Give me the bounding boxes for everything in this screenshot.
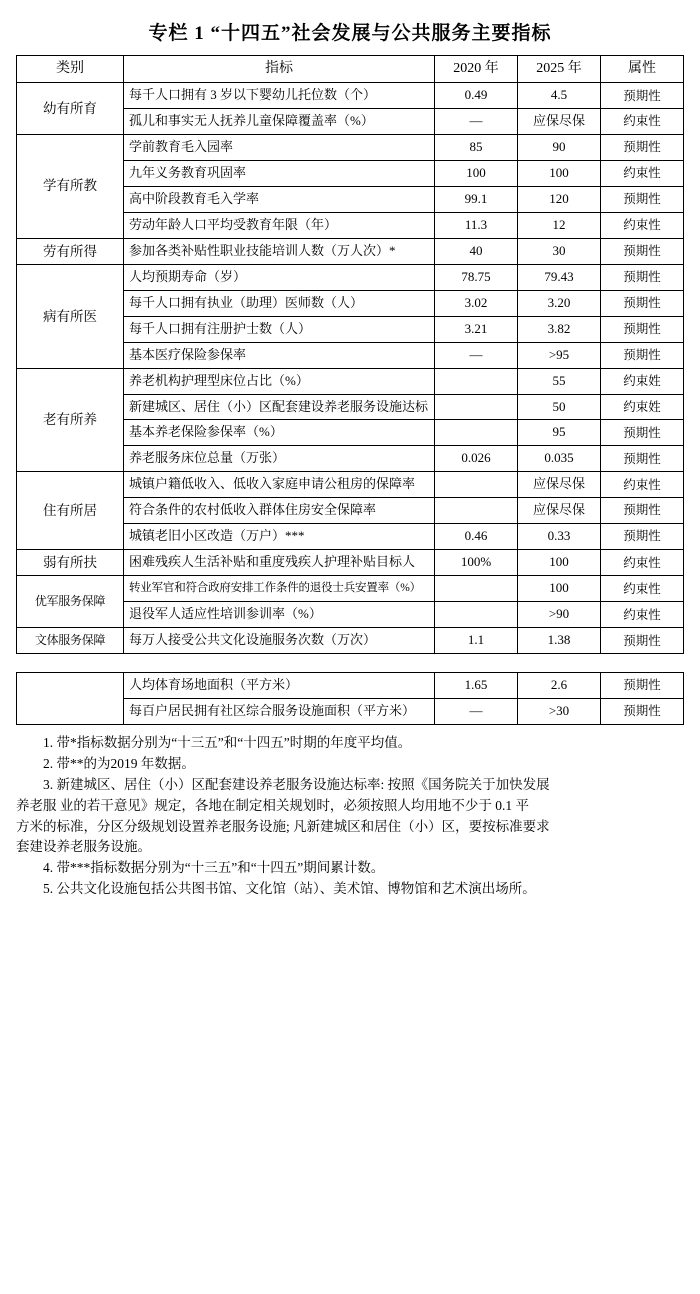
note-line: 4. 带***指标数据分别为“十三五”和“十四五”期间累计数。 [43,860,385,876]
table-row [17,549,684,576]
value-2020-cell [435,368,518,394]
table-row [17,83,684,109]
indicator-cell: 新建城区、居住（小）区配套建设养老服务设施达标 [124,394,435,420]
indicator-cell: 人均体育场地面积（平方米） [124,673,435,699]
note-line: 2. 带**的为2019 年数据。 [43,755,195,771]
note-line: 5. 公共文化设施包括公共图书馆、文化馆（站）、美术馆、博物馆和艺术演出场所。 [43,881,536,897]
value-2020-cell: 100 [435,160,518,186]
value-2025-cell: 100 [518,160,601,186]
attribute-cell: 预期性 [601,186,684,212]
value-2020-cell: 0.46 [435,523,518,549]
attribute-cell: 预期性 [601,628,684,654]
value-2020-cell [435,602,518,628]
table-row [17,673,684,699]
table-row [17,265,684,291]
attribute-cell: 约束性 [601,109,684,135]
page-title: 专栏 1 “十四五”社会发展与公共服务主要指标 [148,23,552,44]
attribute-cell: 约束性 [601,472,684,498]
indicators-table [16,55,684,725]
table-row [17,238,684,265]
value-2025-cell: >30 [518,698,601,724]
category-cell [17,673,124,725]
column-header-category: 类别 [17,56,124,83]
value-2020-cell: 85 [435,134,518,160]
attribute-cell: 预期性 [601,290,684,316]
table-header-row [17,56,684,83]
value-2025-cell: 0.33 [518,523,601,549]
value-2025-cell: 120 [518,186,601,212]
category-cell: 学有所教 [17,134,124,238]
note-line: 3. 新建城区、居住（小）区配套建设养老服务设施达标率: 按照《国务院关于加快发展 [43,776,550,792]
table-notes [16,733,684,900]
indicator-cell: 人均预期寿命（岁） [124,265,435,291]
value-2025-cell: 50 [518,394,601,420]
attribute-cell: 预期性 [601,83,684,109]
value-2025-cell: 30 [518,238,601,265]
value-2020-cell: — [435,342,518,368]
attribute-cell: 约束性 [601,549,684,576]
category-cell: 幼有所育 [17,83,124,135]
category-cell: 文体服务保障 [17,628,124,654]
attribute-cell: 预期性 [601,420,684,446]
category-cell: 优军服务保障 [17,576,124,628]
attribute-cell: 约束性 [601,212,684,238]
value-2025-cell: >95 [518,342,601,368]
value-2025-cell: 100 [518,576,601,602]
category-cell: 弱有所扶 [17,549,124,576]
value-2025-cell: 55 [518,368,601,394]
value-2020-cell: 100% [435,549,518,576]
category-cell: 病有所医 [17,265,124,369]
column-header-2020: 2020 年 [435,56,518,83]
indicator-cell: 基本医疗保险参保率 [124,342,435,368]
indicator-cell: 每千人口拥有执业（助理）医师数（人） [124,290,435,316]
value-2025-cell: 3.82 [518,316,601,342]
value-2020-cell: 99.1 [435,186,518,212]
value-2025-cell: 1.38 [518,628,601,654]
value-2025-cell: 12 [518,212,601,238]
value-2025-cell: 4.5 [518,83,601,109]
attribute-cell: 预期性 [601,673,684,699]
attribute-cell: 约束姓 [601,394,684,420]
value-2025-cell: >90 [518,602,601,628]
note-line: 养老服 业的若干意见》规定，各地在制定相关规划时，必须按照人均用地不少于 0.1 平 [16,797,529,813]
attribute-cell: 预期性 [601,498,684,524]
value-2020-cell: 3.02 [435,290,518,316]
value-2020-cell: 0.49 [435,83,518,109]
table-head [17,56,684,83]
attribute-cell: 约束性 [601,602,684,628]
table-section-gap [17,654,684,673]
value-2025-cell: 95 [518,420,601,446]
note-line: 方米的标准，分区分级规划设置养老服务设施; 凡新建城区和居住（小）区，要按标准要求 [16,818,550,834]
attribute-cell: 预期性 [601,342,684,368]
value-2020-cell: 0.026 [435,446,518,472]
attribute-cell: 预期性 [601,265,684,291]
table-row [17,368,684,394]
value-2025-cell: 应保尽保 [518,109,601,135]
indicator-cell: 养老机构护理型床位占比（%） [124,368,435,394]
table-row [17,134,684,160]
column-header-indicator: 指标 [124,56,435,83]
attribute-cell: 预期性 [601,698,684,724]
value-2025-cell: 应保尽保 [518,498,601,524]
value-2020-cell: 78.75 [435,265,518,291]
value-2025-cell: 79.43 [518,265,601,291]
attribute-cell: 预期性 [601,446,684,472]
indicator-cell: 每千人口拥有注册护士数（人） [124,316,435,342]
indicator-cell: 每万人接受公共文化设施服务次数（万次） [124,628,435,654]
column-header-2025: 2025 年 [518,56,601,83]
indicator-cell: 高中阶段教育毛入学率 [124,186,435,212]
value-2025-cell: 100 [518,549,601,576]
indicator-cell: 困难残疾人生活补贴和重度残疾人护理补贴目标人 [124,549,435,576]
attribute-cell: 约束性 [601,160,684,186]
value-2020-cell: 40 [435,238,518,265]
indicator-cell: 每千人口拥有 3 岁以下婴幼儿托位数（个） [124,83,435,109]
value-2020-cell: 1.1 [435,628,518,654]
value-2025-cell: 2.6 [518,673,601,699]
indicator-cell: 转业军官和符合政府安排工作条件的退役士兵安置率（%） [124,576,435,602]
indicator-cell: 城镇老旧小区改造（万户）*** [124,523,435,549]
value-2020-cell: — [435,109,518,135]
indicator-cell: 城镇户籍低收入、低收入家庭申请公租房的保障率 [124,472,435,498]
category-cell: 老有所养 [17,368,124,472]
indicator-cell: 九年义务教育巩固率 [124,160,435,186]
value-2020-cell [435,394,518,420]
indicator-cell: 孤儿和事实无人抚养儿童保障覆盖率（%） [124,109,435,135]
value-2020-cell: — [435,698,518,724]
value-2025-cell: 3.20 [518,290,601,316]
note-line: 1. 带*指标数据分别为“十三五”和“十四五”时期的年度平均值。 [43,734,412,750]
category-cell: 住有所居 [17,472,124,550]
table-row [17,628,684,654]
value-2025-cell: 0.035 [518,446,601,472]
value-2020-cell [435,576,518,602]
value-2020-cell: 3.21 [435,316,518,342]
column-header-attribute: 属性 [601,56,684,83]
table-row [17,576,684,602]
value-2025-cell: 应保尽保 [518,472,601,498]
indicator-cell: 参加各类补贴性职业技能培训人数（万人次）* [124,238,435,265]
indicator-cell: 符合条件的农村低收入群体住房安全保障率 [124,498,435,524]
attribute-cell: 预期性 [601,134,684,160]
value-2020-cell: 11.3 [435,212,518,238]
indicator-cell: 学前教育毛入园率 [124,134,435,160]
attribute-cell: 约束性 [601,576,684,602]
value-2020-cell [435,498,518,524]
attribute-cell: 预期性 [601,316,684,342]
indicator-cell: 养老服务床位总量（万张） [124,446,435,472]
table-body [17,83,684,725]
indicator-cell: 劳动年龄人口平均受教育年限（年） [124,212,435,238]
attribute-cell: 约束姓 [601,368,684,394]
table-row [17,472,684,498]
note-line: 套建设养老服务设施。 [16,839,151,855]
indicator-cell: 每百户居民拥有社区综合服务设施面积（平方米） [124,698,435,724]
category-cell: 劳有所得 [17,238,124,265]
indicator-cell: 基本养老保险参保率（%） [124,420,435,446]
attribute-cell: 预期性 [601,523,684,549]
attribute-cell: 预期性 [601,238,684,265]
value-2020-cell: 1.65 [435,673,518,699]
indicator-cell: 退役军人适应性培训参训率（%） [124,602,435,628]
value-2025-cell: 90 [518,134,601,160]
value-2020-cell [435,472,518,498]
value-2020-cell [435,420,518,446]
